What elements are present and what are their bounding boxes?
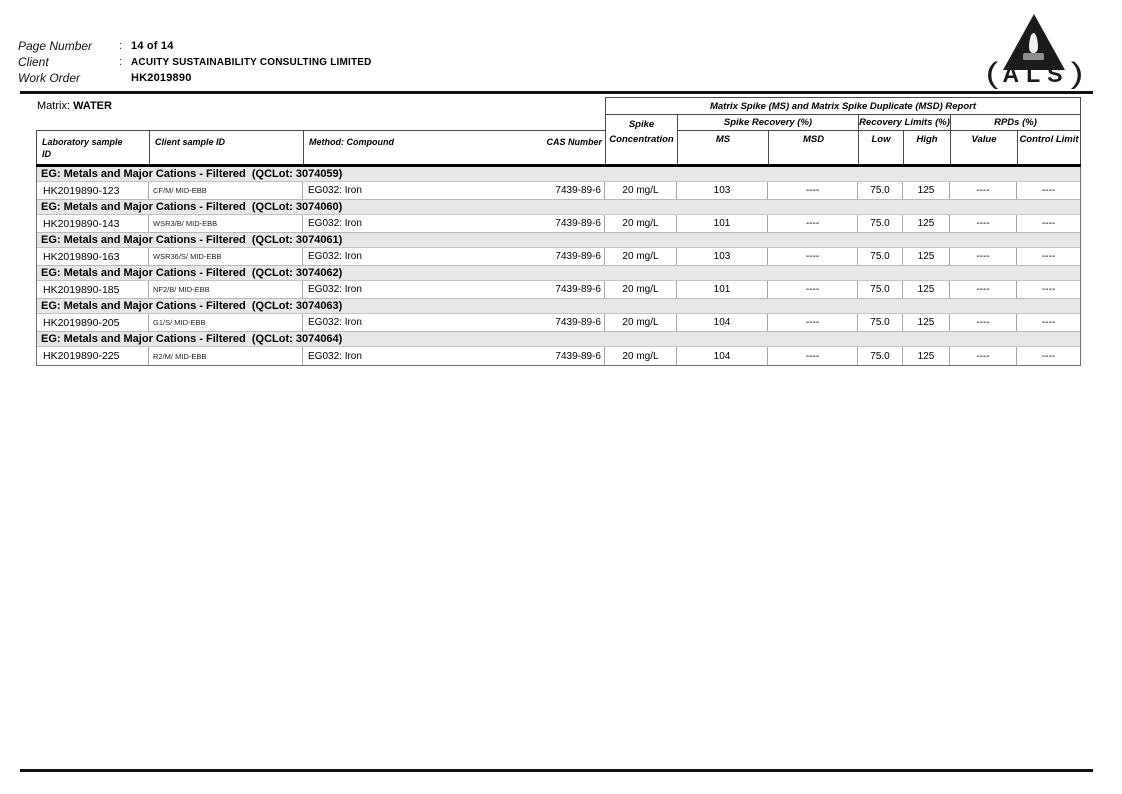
cell-cas: 7439-89-6	[555, 350, 601, 362]
cell-ms: 103	[677, 248, 768, 265]
column-header-method-cas	[304, 131, 606, 165]
table-row	[37, 248, 1080, 266]
page-number-row	[18, 38, 372, 54]
client-value: ACUITY SUSTAINABILITY CONSULTING LIMITED	[131, 56, 372, 68]
cell-lab-id: HK2019890-225	[37, 347, 149, 365]
cell-rpd-control-limit: ----	[1041, 185, 1056, 196]
cell-low: 75.0	[858, 182, 903, 199]
cell-spike-conc: 20 mg/L	[605, 248, 677, 265]
cell-high: 125	[903, 248, 950, 265]
table-body	[36, 167, 1081, 366]
cell-low: 75.0	[858, 215, 903, 232]
cell-method-cas	[303, 347, 605, 365]
cell-method-cas	[303, 281, 605, 298]
cell-rpd-value: ----	[950, 314, 1017, 331]
column-header-rpds: RPDs (%)	[951, 115, 1080, 131]
document-header	[18, 38, 372, 86]
lab-sample-line1: Laboratory sample	[42, 137, 123, 147]
group-header: EG: Metals and Major Cations - Filtered (QCLot: 3074060)	[37, 200, 1080, 215]
cell-client-id: R2/M/ MID-EBB	[149, 347, 303, 365]
column-header-msd: MSD	[769, 131, 859, 164]
table-header-right	[605, 97, 1081, 165]
cell-msd: ----	[768, 314, 858, 331]
cell-method: EG032: Iron	[308, 185, 362, 196]
cell-method-cas	[303, 215, 605, 232]
column-header-control-limit: Control Limit	[1019, 134, 1079, 145]
client-row	[18, 54, 372, 70]
report-title: Matrix Spike (MS) and Matrix Spike Duplicate (MSD) Report	[606, 98, 1080, 115]
cell-rpd-control-limit: ----	[1041, 350, 1056, 362]
column-header-spike-concentration	[606, 115, 678, 164]
spike-line1: Spike	[628, 119, 655, 130]
logo-paren-close: )	[1070, 57, 1083, 90]
cell-client-id: G1/S/ MID-EBB	[149, 314, 303, 331]
cell-low: 75.0	[858, 248, 903, 265]
cell-cas: 7439-89-6	[555, 185, 601, 196]
cell-low: 75.0	[858, 347, 903, 365]
cell-rpd-control-limit: ----	[1041, 251, 1056, 262]
cell-high: 125	[903, 281, 950, 298]
column-header-client-sample-id: Client sample ID	[150, 131, 304, 165]
cell-method-cas	[303, 182, 605, 199]
cell-cas: 7439-89-6	[555, 284, 601, 295]
cell-low: 75.0	[858, 281, 903, 298]
column-header-low: Low	[859, 131, 904, 164]
cell-rpd-control-limit: ----	[1041, 284, 1056, 295]
column-header-ms: MS	[678, 131, 769, 164]
cell-method: EG032: Iron	[308, 284, 362, 295]
cell-lab-id: HK2019890-123	[37, 182, 149, 199]
group-header: EG: Metals and Major Cations - Filtered (QCLot: 3074059)	[37, 167, 1080, 182]
cell-msd: ----	[768, 281, 858, 298]
ms-msd-report-table	[36, 97, 1081, 365]
page-number-value: 14 of 14	[131, 40, 174, 52]
group-header: EG: Metals and Major Cations - Filtered (QCLot: 3074063)	[37, 299, 1080, 314]
client-colon: :	[119, 56, 123, 68]
table-header-left	[36, 130, 606, 165]
cell-spike-conc: 20 mg/L	[605, 314, 677, 331]
cell-cas: 7439-89-6	[555, 218, 601, 229]
column-header-spike-recovery: Spike Recovery (%)	[678, 115, 859, 131]
column-header-value: Value	[951, 131, 1018, 164]
table-row	[37, 182, 1080, 200]
cell-spike-conc: 20 mg/L	[605, 182, 677, 199]
cell-spike-conc: 20 mg/L	[605, 215, 677, 232]
cell-spike-conc: 20 mg/L	[605, 281, 677, 298]
logo-text	[985, 57, 1083, 90]
cell-method: EG032: Iron	[308, 251, 362, 262]
cell-rpd-value: ----	[950, 281, 1017, 298]
cell-lab-id: HK2019890-163	[37, 248, 149, 265]
cell-method-cas	[303, 314, 605, 331]
table-row	[37, 281, 1080, 299]
client-label: Client	[18, 55, 49, 69]
page-number-label: Page Number	[18, 39, 93, 53]
cell-high: 125	[903, 182, 950, 199]
cell-rpd-value: ----	[950, 248, 1017, 265]
cell-msd: ----	[768, 215, 858, 232]
cell-lab-id: HK2019890-143	[37, 215, 149, 232]
cell-rpd-value: ----	[950, 215, 1017, 232]
cell-ms: 101	[677, 281, 768, 298]
logo-paren-open: (	[985, 57, 998, 90]
column-header-laboratory-sample-id	[37, 131, 150, 165]
table-row	[37, 314, 1080, 332]
group-header: EG: Metals and Major Cations - Filtered (QCLot: 3074061)	[37, 233, 1080, 248]
cell-high: 125	[903, 215, 950, 232]
cell-lab-id: HK2019890-185	[37, 281, 149, 298]
cell-lab-id: HK2019890-205	[37, 314, 149, 331]
cell-rpd-value: ----	[950, 347, 1017, 365]
cell-method: EG032: Iron	[308, 218, 362, 229]
cell-method-cas	[303, 248, 605, 265]
cell-high: 125	[903, 314, 950, 331]
spike-line2: Concentration	[609, 134, 674, 145]
cell-ms: 101	[677, 215, 768, 232]
footer-rule	[20, 769, 1093, 772]
work-order-row	[18, 70, 372, 86]
matrix-value: WATER	[73, 100, 112, 112]
matrix-label: Matrix:	[37, 100, 70, 112]
cell-method: EG032: Iron	[308, 350, 362, 362]
group-header: EG: Metals and Major Cations - Filtered (QCLot: 3074062)	[37, 266, 1080, 281]
cell-low: 75.0	[858, 314, 903, 331]
column-header-recovery-limits: Recovery Limits (%)	[859, 115, 951, 131]
work-order-label: Work Order	[18, 71, 81, 85]
page-number-colon: :	[119, 40, 123, 52]
cell-client-id: WSR3/B/ MID-EBB	[149, 215, 303, 232]
cell-ms: 103	[677, 182, 768, 199]
cell-client-id: CF/M/ MID-EBB	[149, 182, 303, 199]
table-row	[37, 347, 1080, 365]
column-header-high: High	[904, 131, 951, 164]
table-header-grid	[606, 115, 1080, 164]
cell-msd: ----	[768, 248, 858, 265]
cell-high: 125	[903, 347, 950, 365]
table-row	[37, 215, 1080, 233]
cell-rpd-value: ----	[950, 182, 1017, 199]
header-divider-rule	[20, 91, 1093, 94]
cell-msd: ----	[768, 347, 858, 365]
cell-rpd-control-limit: ----	[1041, 218, 1056, 229]
group-header: EG: Metals and Major Cations - Filtered (QCLot: 3074064)	[37, 332, 1080, 347]
column-header-method-compound: Method: Compound	[309, 137, 394, 147]
cell-ms: 104	[677, 314, 768, 331]
cell-method: EG032: Iron	[308, 317, 362, 328]
column-header-cas-number: CAS Number	[546, 137, 602, 147]
cell-rpd-control-limit: ----	[1041, 317, 1056, 328]
work-order-value: HK2019890	[131, 72, 192, 84]
cell-msd: ----	[768, 182, 858, 199]
cell-client-id: NF2/B/ MID-EBB	[149, 281, 303, 298]
cell-cas: 7439-89-6	[555, 251, 601, 262]
logo-letters: ALS	[1002, 61, 1070, 87]
cell-client-id: WSR36/S/ MID-EBB	[149, 248, 303, 265]
lab-sample-line2: ID	[42, 149, 51, 159]
cell-ms: 104	[677, 347, 768, 365]
als-logo	[985, 12, 1083, 90]
cell-spike-conc: 20 mg/L	[605, 347, 677, 365]
cell-cas: 7439-89-6	[555, 317, 601, 328]
